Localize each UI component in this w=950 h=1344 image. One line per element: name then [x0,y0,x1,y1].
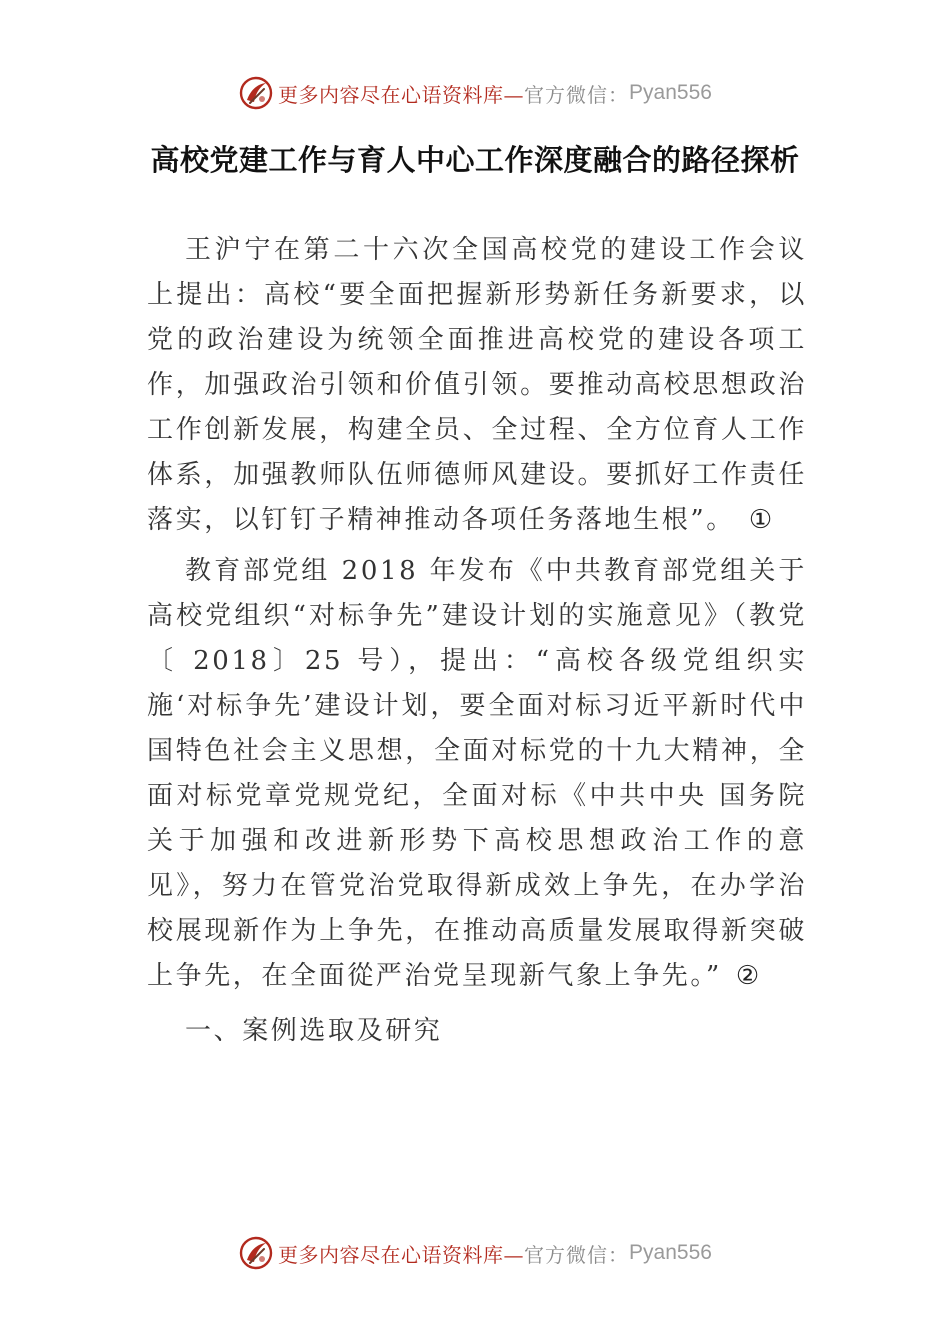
footer-watermark [0,1233,950,1273]
watermark-text: 更多内容尽在心语资料库— [278,82,525,107]
watermark-text: 更多内容尽在心语资料库— [278,1242,525,1267]
paragraph [147,228,807,543]
paragraph-text: 王沪宁在第二十六次全国高校党的建设工作会议上提出：高校“要全面把握新形势新任务新要求，以党的政治建设为统领全面推进高校党的建设各项工作，加强政治引领和价值引领。要推动高校思想政治工作创新发展，构建全员、全过程、全方位育人工作体系，加强教师队伍师德师风建设。要抓好工作责任落实，以钉钉子精神推动各项任务落地生根”。 [147,235,807,535]
document-body [147,228,807,1054]
footnote-marker: ② [735,961,762,991]
watermark-handle: Pyan556 [629,81,712,104]
seal-logo-icon [238,1235,274,1271]
header-watermark [0,73,950,113]
watermark-wechat-label: 官方微信： [524,82,630,107]
section-heading: 一、案例选取及研究 [185,1016,443,1046]
paragraph-text: 教育部党组 2018 年发布《中共教育部党组关于高校党组织“对标争先”建设计划的实施意见》（教党〔 2018〕25 号），提出：“高校各级党组织实施‘对标争先’建设计划，要全面对标习近平新时代中国特色社会主义思想，全面对标党的十九大精神，全面对标党章党规党纪，全面对标《中共中央 国务院关于加强和改进新形势下高校思想政治工作的意见》，努力在管党治党取得新成效上争先，在办学治校展现新作为上争先，在推动高质量发展取得新突破上争先，在全面從严治党呈现新气象上争先。” [147,556,807,991]
seal-logo-icon [238,75,274,111]
watermark-handle: Pyan556 [629,1241,712,1264]
footnote-marker: ① [748,505,775,535]
watermark-wechat-label: 官方微信： [524,1242,630,1267]
paragraph [147,549,807,999]
document-title: 高校党建工作与育人中心工作深度融合的路径探析 [150,143,800,177]
